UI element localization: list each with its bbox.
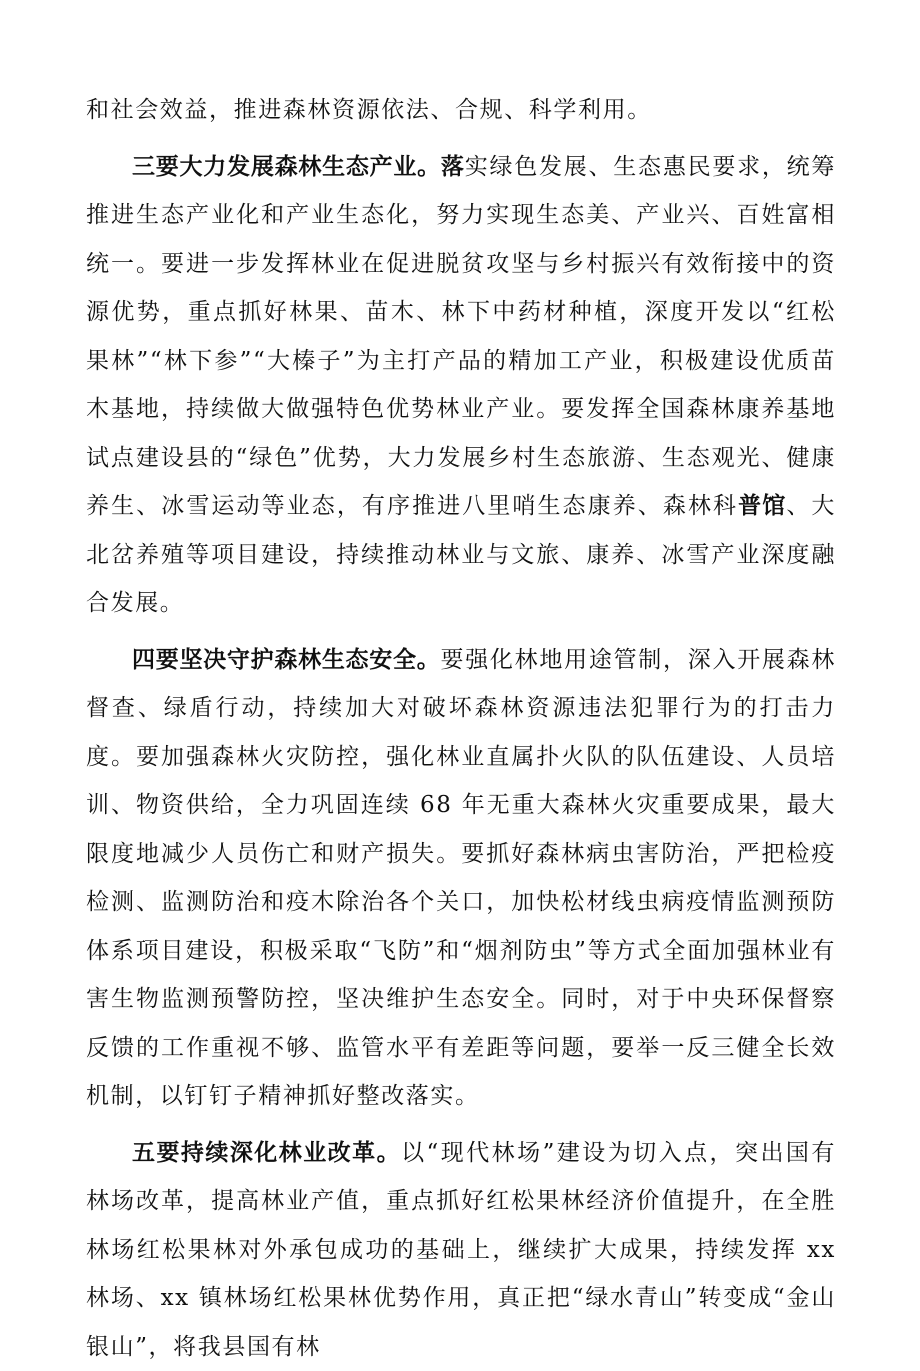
- paragraph-gap: [86, 628, 836, 636]
- paragraph-heading: 三要大力发展森林生态产业。落: [132, 154, 465, 180]
- paragraph-heading: 四要坚决守护森林生态安全。: [132, 647, 440, 673]
- paragraph-heading: 五要持续深化林业改革。: [132, 1140, 401, 1166]
- paragraph-text: 要强化林地用途管制，深入开展森林督查、绿盾行动，持续加大对破坏森林资源违法犯罪行为的打击力度。要加强森林火灾防控，强化林业直属扑火队的队伍建设、人员培训、物资供给，全力巩固连续 68 年无重大森林火灾重要成果，最大限度地减少人员伤亡和财产损失。要抓好森林病虫害防治，严把检疫检测、监测防治和疫木除治各个关口，加快松材线虫病疫情监测预防体系项目建设，积极采取“飞防”和“烟剂防虫”等方式全面加强林业有害生物监测预警防控，坚决维护生态安全。同时，对于中央环保督察反馈的工作重视不够、监管水平有差距等问题，要举一反三健全长效机制，以钉钉子精神抓好整改落实。: [86, 647, 836, 1110]
- paragraph-text: 实绿色发展、生态惠民要求，统筹推进生态产业化和产业生态化，努力实现生态美、产业兴、百姓富相统一。要进一步发挥林业在促进脱贫攻坚与乡村振兴有效衔接中的资源优势，重点抓好林果、苗木、林下中药材种植，深度开发以“红松果林”“林下参”“大榛子”为主打产品的精加工产业，积极建设优质苗木基地，持续做大做强特色优势林业产业。要发挥全国森林康养基地试点建设县的“绿色”优势，大力发展乡村生态旅游、生态观光、健康养生、冰雪运动等业态，有序推进八里哨生态康养、森林科: [86, 154, 836, 520]
- paragraph-text: 以“现代林场”建设为切入点，突出国有林场改革，提高林业产值，重点抓好红松果林经济价值提升，在全胜林场红松果林对外承包成功的基础上，继续扩大成果，持续发挥 xx 林场、xx 镇林场红松果林优势作用，真正把“绿水青山”转变成“金山银山”，将我县国有林: [86, 1140, 836, 1360]
- paragraph-text-tail: 、大北岔养殖等项目建设，持续推动林业与文旅、康养、冰雪产业深度融合发展。: [86, 493, 836, 616]
- paragraph-continuation: [86, 86, 836, 135]
- paragraph-forestry-reform: [86, 1129, 836, 1371]
- paragraph-emphasis: 普馆: [738, 493, 786, 519]
- paragraph-forest-safety: [86, 636, 836, 1121]
- paragraph-gap: [86, 135, 836, 143]
- paragraph-gap: [86, 1121, 836, 1129]
- paragraph-text: 和社会效益，推进森林资源依法、合规、科学利用。: [86, 97, 652, 123]
- paragraph-forest-industry: [86, 143, 836, 628]
